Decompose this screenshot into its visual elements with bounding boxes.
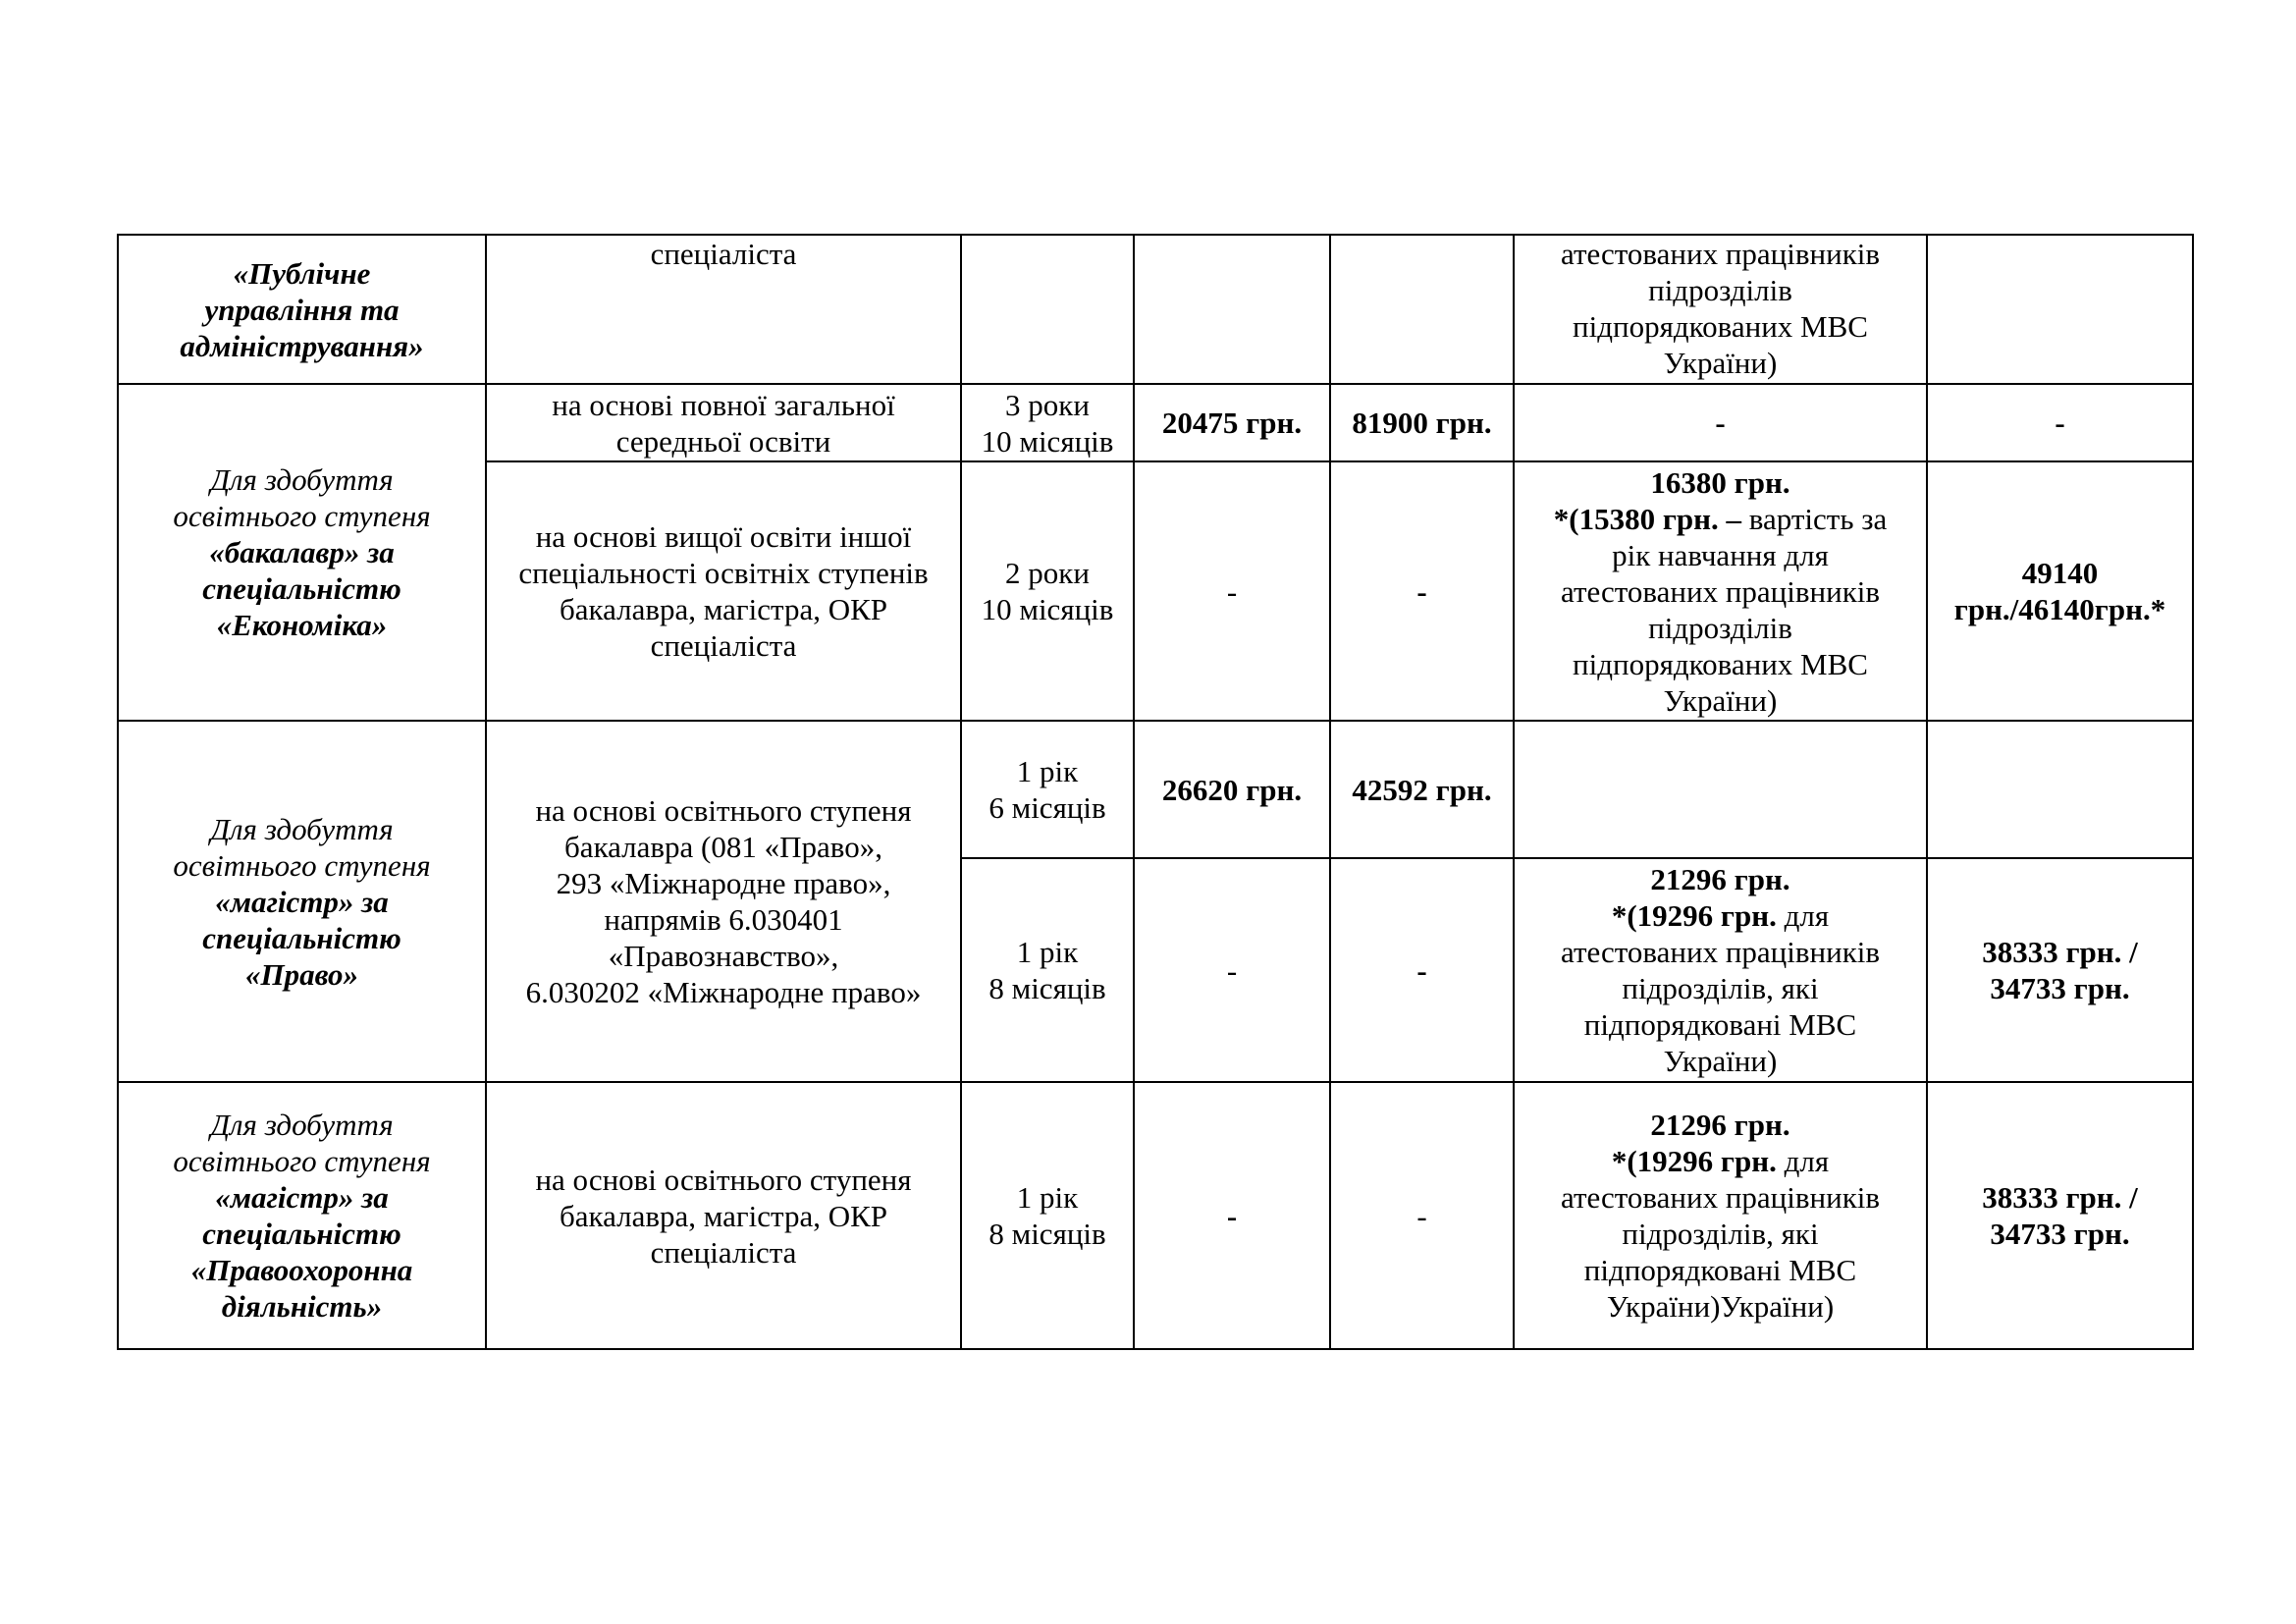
program-line: «магістр» за <box>215 1180 389 1215</box>
discount-line: підпорядкованих МВС <box>1573 646 1868 681</box>
program-line: діяльність» <box>221 1289 383 1324</box>
year-cost-cell: 20475 грн. <box>1134 384 1330 461</box>
term-cell <box>961 461 1134 721</box>
total-cost-cell: - <box>1330 461 1514 721</box>
term-line: 10 місяців <box>981 592 1114 626</box>
total-cost-cell: - <box>1330 1082 1514 1349</box>
discount-cell <box>1514 858 1927 1082</box>
program-line: «Право» <box>244 956 359 992</box>
term-cell <box>961 384 1134 461</box>
term-line: 1 рік <box>1016 935 1079 969</box>
table-row <box>118 721 2193 858</box>
term-cell <box>961 721 1134 858</box>
term-line: 8 місяців <box>988 971 1106 1005</box>
program-line: «Економіка» <box>216 608 388 642</box>
term-cell <box>961 1082 1134 1349</box>
discount-line: України) <box>1663 682 1778 718</box>
discount-line: атестованих працівників <box>1560 935 1881 969</box>
program-line: Для здобуття <box>210 811 394 846</box>
discount-line: підрозділів <box>1648 273 1792 307</box>
basis-line: 293 «Міжнародне право», <box>556 866 891 900</box>
basis-line: на основі повної загальної <box>552 387 895 422</box>
basis-cell <box>486 1082 961 1349</box>
total-discount-cell <box>1927 721 2193 858</box>
total-discount-line: 34733 грн. <box>1990 971 2130 1005</box>
total-discount-cell: - <box>1927 384 2193 461</box>
basis-line: напрямів 6.030401 <box>604 902 843 937</box>
basis-line: спеціаліста <box>650 1234 797 1270</box>
basis-cell <box>486 461 961 721</box>
table-row <box>118 384 2193 461</box>
year-cost-cell: 26620 грн. <box>1134 721 1330 858</box>
year-cost-cell: - <box>1134 461 1330 721</box>
discount-cell: - <box>1514 384 1927 461</box>
discount-head: 16380 грн. <box>1650 464 1790 500</box>
discount-cell <box>1514 721 1927 858</box>
term-line: 1 рік <box>1016 754 1079 788</box>
term-line: 3 роки <box>1005 387 1090 422</box>
basis-line: на основі вищої освіти іншої <box>535 519 912 554</box>
discount-line: України) <box>1663 1044 1778 1078</box>
program-line: «Публічне <box>233 255 371 291</box>
term-line: 8 місяців <box>988 1217 1106 1251</box>
basis-line: спеціаліста <box>650 628 797 663</box>
discount-line: підрозділів, які <box>1622 1217 1819 1251</box>
total-discount-cell <box>1927 461 2193 721</box>
term-line: 6 місяців <box>988 790 1106 825</box>
total-cost-cell: - <box>1330 858 1514 1082</box>
discount-line: України) <box>1663 346 1778 380</box>
basis-cell <box>486 235 961 384</box>
discount-line: для <box>1776 1144 1830 1178</box>
program-line: спеціальністю <box>202 1217 401 1251</box>
total-discount-cell <box>1927 858 2193 1082</box>
table-row <box>118 235 2193 384</box>
program-line: освітнього ступеня <box>173 1144 431 1178</box>
program-cell <box>118 1082 486 1349</box>
discount-line: підпорядковані МВС <box>1583 1253 1857 1287</box>
discount-line: атестованих працівників <box>1560 573 1881 609</box>
total-discount-line: 34733 грн. <box>1990 1217 2130 1251</box>
discount-head: 21296 грн. <box>1650 862 1790 896</box>
year-cost-cell: - <box>1134 1082 1330 1349</box>
discount-line: підпорядкованих МВС <box>1573 309 1868 344</box>
total-discount-line: 38333 грн. / <box>1982 935 2138 969</box>
total-cost-cell: 81900 грн. <box>1330 384 1514 461</box>
discount-line: рік навчання для <box>1612 537 1829 572</box>
discount-star: *(15380 грн. – <box>1553 501 1742 536</box>
discount-line: підрозділів <box>1648 610 1792 645</box>
discount-line: атестованих працівників <box>1560 237 1881 271</box>
discount-cell <box>1514 461 1927 721</box>
basis-line: середньої освіти <box>615 423 831 459</box>
program-line: «Правоохоронна <box>190 1253 413 1287</box>
discount-line: підпорядковані МВС <box>1583 1007 1857 1042</box>
term-line: 10 місяців <box>981 423 1114 459</box>
year-cost-cell <box>1134 235 1330 384</box>
discount-cell <box>1514 1082 1927 1349</box>
discount-line: для <box>1776 898 1830 933</box>
discount-line: України)України) <box>1606 1289 1835 1324</box>
basis-line: бакалавра, магістра, ОКР <box>559 592 888 626</box>
program-line: освітнього ступеня <box>173 499 431 533</box>
basis-line: «Правознавство», <box>608 939 839 973</box>
program-line: адміністрування» <box>180 328 424 363</box>
basis-cell <box>486 384 961 461</box>
program-line: «магістр» за <box>215 884 389 919</box>
total-discount-line: 49140 <box>2021 556 2099 590</box>
total-cost-cell: 42592 грн. <box>1330 721 1514 858</box>
year-cost-cell: - <box>1134 858 1330 1082</box>
basis-line: на основі освітнього ступеня <box>535 1162 912 1197</box>
tuition-fees-table <box>117 234 2194 1350</box>
term-cell <box>961 235 1134 384</box>
program-line: «бакалавр» за <box>209 535 395 569</box>
basis-line: бакалавра (081 «Право», <box>564 830 882 864</box>
program-cell <box>118 384 486 721</box>
total-discount-cell <box>1927 235 2193 384</box>
term-line: 1 рік <box>1016 1180 1079 1215</box>
discount-cell <box>1514 235 1927 384</box>
discount-star: *(19296 грн. <box>1611 1144 1777 1178</box>
program-line: спеціальністю <box>202 571 401 606</box>
program-line: Для здобуття <box>210 1108 394 1142</box>
term-line: 2 роки <box>1005 556 1090 590</box>
basis-line: на основі освітнього ступеня <box>535 793 912 828</box>
total-cost-cell <box>1330 235 1514 384</box>
basis-line: бакалавра, магістра, ОКР <box>559 1198 888 1233</box>
basis-cell <box>486 721 961 1082</box>
program-cell <box>118 235 486 384</box>
program-cell <box>118 721 486 1082</box>
program-line: спеціальністю <box>202 920 401 955</box>
program-line: освітнього ступеня <box>173 847 431 883</box>
discount-star: *(19296 грн. <box>1611 898 1777 933</box>
table-row <box>118 1082 2193 1349</box>
basis-line: 6.030202 «Міжнародне право» <box>525 975 922 1009</box>
total-discount-cell <box>1927 1082 2193 1349</box>
discount-line: підрозділів, які <box>1622 971 1819 1005</box>
term-cell <box>961 858 1134 1082</box>
basis-line: спеціаліста <box>650 237 797 271</box>
discount-line: атестованих працівників <box>1560 1180 1881 1215</box>
discount-line: вартість за <box>1741 501 1888 536</box>
program-line: управління та <box>204 292 400 327</box>
total-discount-line: грн./46140грн.* <box>1953 592 2166 626</box>
program-line: Для здобуття <box>210 462 394 497</box>
basis-line: спеціальності освітніх ступенів <box>518 556 929 590</box>
discount-head: 21296 грн. <box>1650 1108 1790 1142</box>
total-discount-line: 38333 грн. / <box>1982 1180 2138 1215</box>
